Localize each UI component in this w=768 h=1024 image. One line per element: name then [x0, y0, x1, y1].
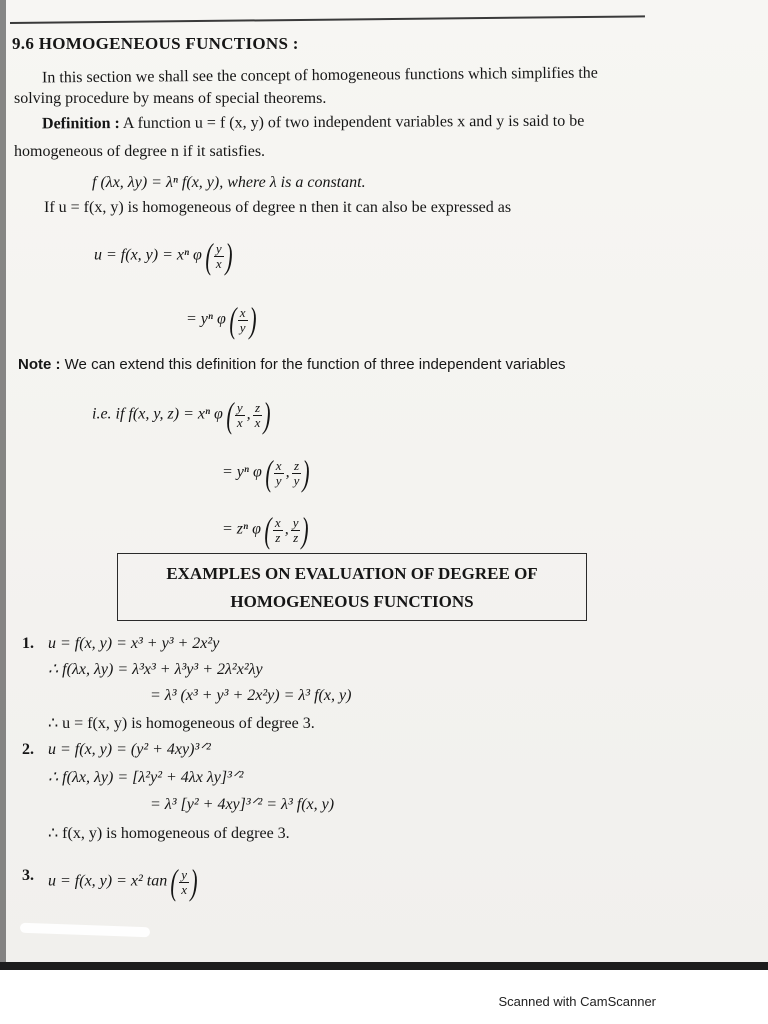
note-eq2-fraction-a: $\frac{x}{y}$	[275, 457, 282, 488]
example-2-line-1: u = f(x, y) = (y² + 4xy)³ᐟ²	[48, 741, 211, 758]
note-eq3-fraction-b: $\frac{y}{z}$	[292, 514, 299, 545]
note-line	[18, 355, 566, 375]
example-1-line-2: ∴ f(λx, λy) = λ³x³ + λ³y³ + 2λ²x²λy	[48, 661, 263, 678]
note-eq1-fraction-a: $\frac{y}{x}$	[236, 399, 243, 430]
example-1-line-3: = λ³ (x³ + y³ + 2x²y) = λ³ f(x, y)	[150, 687, 352, 704]
example-3-number: 3.	[22, 867, 34, 884]
eq2-lhs: = yⁿ φ	[186, 310, 226, 328]
intro-line-1: In this section we shall see the concept of homogeneous functions which simplifies the	[41, 64, 598, 87]
eq1-lhs: u = f(x, y) = xⁿ φ	[94, 246, 202, 264]
example-3-line-1: u = f(x, y) = x² tan ( $\frac{y}{x}$ )	[48, 862, 198, 902]
definition-text-1: A function u = f (x, y) of two independent variables x and y is said to be	[122, 112, 585, 132]
eq2-fraction: $\frac{x}{y}$	[239, 304, 246, 335]
examples-title-line-2: HOMOGENEOUS FUNCTIONS	[230, 592, 474, 611]
definition-line-2: homogeneous of degree n if it satisfies.	[14, 143, 266, 160]
definition-line-1	[42, 112, 584, 135]
definition-formula: f (λx, λy) = λⁿ f(x, y), where λ is a constant.	[92, 174, 366, 191]
note-eq2-fraction-b: $\frac{z}{y}$	[293, 457, 300, 488]
example-1-line-1: u = f(x, y) = x³ + y³ + 2x²y	[48, 635, 220, 652]
page-bottom-shadow	[0, 962, 768, 970]
example-1-line-4: ∴ u = f(x, y) is homogeneous of degree 3.	[48, 715, 315, 732]
page-left-edge-shadow	[0, 0, 6, 968]
note-eq1-fraction-b: $\frac{z}{x}$	[254, 399, 261, 430]
note-equation-3: = zⁿ φ ( $\frac{x}{z}$ , $\frac{y}{z}$ )	[222, 510, 310, 550]
page-top-rule	[10, 15, 645, 24]
definition-equation-2: = yⁿ φ ( $\frac{x}{y}$ )	[186, 300, 257, 340]
section-heading: 9.6 HOMOGENEOUS FUNCTIONS :	[12, 34, 299, 53]
paper-smudge	[20, 923, 150, 938]
definition-expressed: If u = f(x, y) is homogeneous of degree n then it can also be expressed as	[44, 199, 512, 216]
example-2-number: 2.	[22, 741, 34, 758]
note-equation-1: i.e. if f(x, y, z) = xⁿ φ ( $\frac{y}{x}$ , $\frac{z}{x}$ )	[92, 395, 272, 435]
example-1-number: 1.	[22, 635, 34, 652]
definition-equation-1: u = f(x, y) = xⁿ φ ( $\frac{y}{x}$ )	[94, 236, 233, 276]
intro-line-2: solving procedure by means of special theorems.	[14, 90, 327, 107]
example-2-line-2: ∴ f(λx, λy) = [λ²y² + 4λx λy]³ᐟ²	[48, 769, 244, 786]
note-equation-2: = yⁿ φ ( $\frac{x}{y}$ , $\frac{z}{y}$ )	[222, 453, 310, 493]
example-3-fraction: $\frac{y}{x}$	[181, 866, 188, 897]
examples-title-line-1: EXAMPLES ON EVALUATION OF DEGREE OF	[166, 564, 538, 583]
example-2-line-4: ∴ f(x, y) is homogeneous of degree 3.	[48, 825, 290, 842]
camscanner-watermark: Scanned with CamScanner	[498, 994, 656, 1009]
definition-label: Definition :	[41, 115, 120, 133]
note-text: We can extend this definition for the function of three independent variables	[64, 356, 566, 373]
note-label: Note :	[18, 356, 61, 373]
eq1-fraction: $\frac{y}{x}$	[215, 240, 222, 271]
examples-title-box	[117, 553, 587, 621]
example-2-line-3: = λ³ [y² + 4xy]³ᐟ² = λ³ f(x, y)	[150, 796, 335, 813]
note-eq3-fraction-a: $\frac{x}{z}$	[274, 514, 281, 545]
